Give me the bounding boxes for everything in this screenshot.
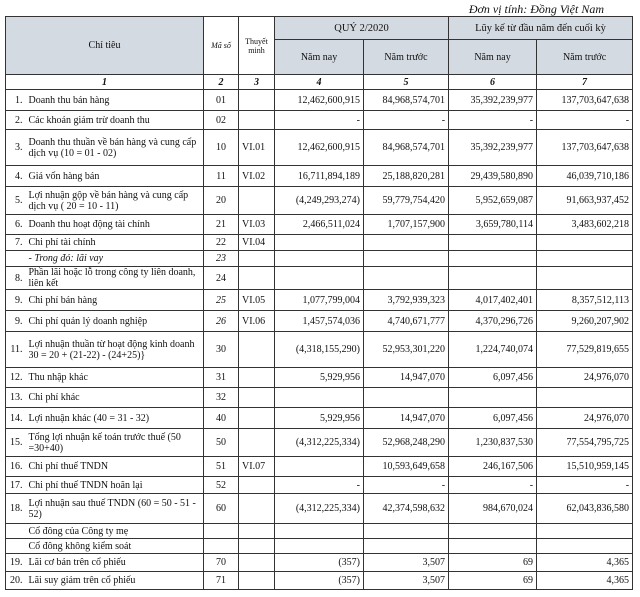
table-row <box>6 215 633 235</box>
table-row <box>6 554 633 572</box>
cumulative-current-value: 1,224,740,074 <box>449 332 537 368</box>
row-note <box>239 251 275 267</box>
row-code: 32 <box>204 388 239 408</box>
quarter-previous-value: 3,507 <box>364 554 449 572</box>
row-note <box>239 187 275 215</box>
row-number <box>6 539 26 554</box>
row-note: VI.06 <box>239 311 275 332</box>
quarter-current-value: 5,929,956 <box>275 408 364 429</box>
row-number: 7. <box>6 235 26 251</box>
row-label: Doanh thu hoạt động tài chính <box>26 215 204 235</box>
cumulative-current-value <box>449 235 537 251</box>
cumulative-current-value: 5,952,659,087 <box>449 187 537 215</box>
row-note <box>239 111 275 130</box>
row-note <box>239 554 275 572</box>
row-code: 20 <box>204 187 239 215</box>
cumulative-current-value: 984,670,024 <box>449 494 537 524</box>
row-code: 21 <box>204 215 239 235</box>
quarter-current-value: 1,077,799,004 <box>275 290 364 311</box>
cumulative-previous-value: 91,663,937,452 <box>537 187 633 215</box>
quarter-previous-value: - <box>364 111 449 130</box>
row-number: 17. <box>6 477 26 494</box>
quarter-previous-value: 4,740,671,777 <box>364 311 449 332</box>
row-number <box>6 524 26 539</box>
row-number: 2. <box>6 111 26 130</box>
quarter-previous-value: 59,779,754,420 <box>364 187 449 215</box>
row-number: 3. <box>6 130 26 166</box>
row-label: Tổng lợi nhuận kế toán trước thuế (50 =30+40) <box>26 429 204 457</box>
row-code: 11 <box>204 166 239 187</box>
cumulative-previous-value: 24,976,070 <box>537 408 633 429</box>
cumulative-current-value: 6,097,456 <box>449 408 537 429</box>
row-code: 26 <box>204 311 239 332</box>
row-label: Lãi suy giảm trên cổ phiếu <box>26 572 204 590</box>
row-label: Giá vốn hàng bán <box>26 166 204 187</box>
row-code: 31 <box>204 368 239 388</box>
cumulative-previous-value: 46,039,710,186 <box>537 166 633 187</box>
row-code: 71 <box>204 572 239 590</box>
row-note: VI.02 <box>239 166 275 187</box>
row-number: 4. <box>6 166 26 187</box>
cumulative-current-value <box>449 388 537 408</box>
quarter-previous-value: 1,707,157,900 <box>364 215 449 235</box>
cumulative-previous-value: 4,365 <box>537 554 633 572</box>
row-note: VI.04 <box>239 235 275 251</box>
row-number: 19. <box>6 554 26 572</box>
table-row <box>6 90 633 111</box>
cumulative-previous-value: 137,703,647,638 <box>537 130 633 166</box>
cumulative-previous-value: 77,554,795,725 <box>537 429 633 457</box>
cumulative-previous-value: 24,976,070 <box>537 368 633 388</box>
cumulative-previous-value <box>537 267 633 290</box>
row-label: Lãi cơ bản trên cổ phiếu <box>26 554 204 572</box>
row-label: Cổ đông của Công ty mẹ <box>26 524 204 539</box>
row-number: 14. <box>6 408 26 429</box>
table-row <box>6 477 633 494</box>
row-code: 60 <box>204 494 239 524</box>
table-row <box>6 368 633 388</box>
table-row <box>6 332 633 368</box>
row-code: 24 <box>204 267 239 290</box>
quarter-previous-value: 84,968,574,701 <box>364 130 449 166</box>
row-code: 22 <box>204 235 239 251</box>
quarter-current-value: - <box>275 111 364 130</box>
row-label: Các khoản giảm trừ doanh thu <box>26 111 204 130</box>
cumulative-previous-value: 62,043,836,580 <box>537 494 633 524</box>
table-row <box>6 311 633 332</box>
cumulative-previous-value: 3,483,602,218 <box>537 215 633 235</box>
index-cell: 4 <box>275 75 364 90</box>
quarter-previous-value <box>364 235 449 251</box>
quarter-previous-value: 10,593,649,658 <box>364 457 449 477</box>
table-row <box>6 539 633 554</box>
row-code: 01 <box>204 90 239 111</box>
header-thuyet-minh: Thuyết minh <box>239 17 275 75</box>
index-cell: 7 <box>537 75 633 90</box>
quarter-current-value <box>275 388 364 408</box>
cumulative-previous-value <box>537 251 633 267</box>
row-label: Chi phí bán hàng <box>26 290 204 311</box>
row-label: Doanh thu thuần về bán hàng và cung cấp dịch vụ (10 = 01 - 02) <box>26 130 204 166</box>
quarter-current-value: (357) <box>275 554 364 572</box>
row-label: Phần lãi hoặc lỗ trong công ty liên doanh, liên kết <box>26 267 204 290</box>
row-number: 18. <box>6 494 26 524</box>
row-label: Chi phí quản lý doanh nghiệp <box>26 311 204 332</box>
row-note <box>239 388 275 408</box>
quarter-previous-value: 3,507 <box>364 572 449 590</box>
row-number: 5. <box>6 187 26 215</box>
table-row <box>6 494 633 524</box>
table-row <box>6 235 633 251</box>
quarter-current-value: - <box>275 477 364 494</box>
table-row <box>6 408 633 429</box>
row-number: 20. <box>6 572 26 590</box>
cumulative-previous-value: - <box>537 477 633 494</box>
row-number: 15. <box>6 429 26 457</box>
header-quarter: QUÝ 2/2020 <box>275 17 449 40</box>
row-code: 25 <box>204 290 239 311</box>
cumulative-previous-value: 77,529,819,655 <box>537 332 633 368</box>
quarter-previous-value: 14,947,070 <box>364 408 449 429</box>
quarter-current-value: (4,318,155,290) <box>275 332 364 368</box>
header-cumulative: Lũy kế từ đầu năm đến cuối kỳ <box>449 17 633 40</box>
cumulative-previous-value: 8,357,512,113 <box>537 290 633 311</box>
row-code: 02 <box>204 111 239 130</box>
quarter-previous-value: 25,188,820,281 <box>364 166 449 187</box>
quarter-current-value: (4,249,293,274) <box>275 187 364 215</box>
row-number <box>6 251 26 267</box>
cumulative-current-value: 4,370,296,726 <box>449 311 537 332</box>
row-code: 70 <box>204 554 239 572</box>
header-ma-so: Mã số <box>204 17 239 75</box>
quarter-current-value <box>275 235 364 251</box>
row-label: Chi phí tài chính <box>26 235 204 251</box>
quarter-current-value: (4,312,225,334) <box>275 494 364 524</box>
header-quarter-current: Năm nay <box>275 40 364 75</box>
quarter-current-value: (4,312,225,334) <box>275 429 364 457</box>
income-statement-table <box>5 16 633 590</box>
row-number: 11. <box>6 332 26 368</box>
quarter-current-value <box>275 539 364 554</box>
row-label: Doanh thu bán hàng <box>26 90 204 111</box>
quarter-current-value <box>275 267 364 290</box>
table-row <box>6 130 633 166</box>
quarter-current-value <box>275 251 364 267</box>
index-cell: 3 <box>239 75 275 90</box>
quarter-current-value: (357) <box>275 572 364 590</box>
row-code: 50 <box>204 429 239 457</box>
row-note <box>239 368 275 388</box>
header-cumulative-previous: Năm trước <box>537 40 633 75</box>
row-number: 12. <box>6 368 26 388</box>
quarter-previous-value: 52,953,301,220 <box>364 332 449 368</box>
cumulative-previous-value: 4,365 <box>537 572 633 590</box>
quarter-previous-value <box>364 388 449 408</box>
cumulative-current-value: 69 <box>449 554 537 572</box>
row-code: 10 <box>204 130 239 166</box>
cumulative-current-value: 29,439,580,890 <box>449 166 537 187</box>
row-note <box>239 267 275 290</box>
row-note: VI.01 <box>239 130 275 166</box>
row-note <box>239 408 275 429</box>
cumulative-current-value: 69 <box>449 572 537 590</box>
row-label: Lợi nhuận gộp về bán hàng và cung cấp dịch vụ ( 20 = 10 - 11) <box>26 187 204 215</box>
table-row <box>6 388 633 408</box>
row-note: VI.07 <box>239 457 275 477</box>
quarter-previous-value <box>364 267 449 290</box>
cumulative-previous-value <box>537 388 633 408</box>
row-label: Thu nhập khác <box>26 368 204 388</box>
row-note <box>239 429 275 457</box>
row-number: 9. <box>6 290 26 311</box>
quarter-current-value: 16,711,894,189 <box>275 166 364 187</box>
index-cell: 6 <box>449 75 537 90</box>
row-label: Chi phí thuế TNDN <box>26 457 204 477</box>
index-cell: 5 <box>364 75 449 90</box>
cumulative-current-value: 246,167,506 <box>449 457 537 477</box>
quarter-previous-value <box>364 524 449 539</box>
table-row <box>6 267 633 290</box>
header-cumulative-current: Năm nay <box>449 40 537 75</box>
cumulative-previous-value: 137,703,647,638 <box>537 90 633 111</box>
table-row <box>6 251 633 267</box>
row-code: 51 <box>204 457 239 477</box>
row-number: 13. <box>6 388 26 408</box>
quarter-previous-value: - <box>364 477 449 494</box>
header-chi-tieu: Chỉ tiêu <box>6 17 204 75</box>
cumulative-previous-value: 9,260,207,902 <box>537 311 633 332</box>
row-code: 52 <box>204 477 239 494</box>
row-code: 23 <box>204 251 239 267</box>
quarter-previous-value: 3,792,939,323 <box>364 290 449 311</box>
index-cell: 1 <box>6 75 204 90</box>
table-row <box>6 111 633 130</box>
cumulative-previous-value: - <box>537 111 633 130</box>
table-row <box>6 429 633 457</box>
cumulative-previous-value <box>537 524 633 539</box>
row-note <box>239 572 275 590</box>
quarter-previous-value: 84,968,574,701 <box>364 90 449 111</box>
quarter-previous-value: 42,374,598,632 <box>364 494 449 524</box>
quarter-current-value <box>275 457 364 477</box>
cumulative-previous-value: 15,510,959,145 <box>537 457 633 477</box>
quarter-current-value: 2,466,511,024 <box>275 215 364 235</box>
cumulative-current-value: 4,017,402,401 <box>449 290 537 311</box>
row-number: 16. <box>6 457 26 477</box>
row-label: Chi phí thuế TNDN hoãn lại <box>26 477 204 494</box>
row-label: - Trong đó: lãi vay <box>26 251 204 267</box>
currency-unit-label: Đơn vị tính: Đồng Việt Nam <box>468 2 604 16</box>
row-number: 8. <box>6 267 26 290</box>
row-code: 40 <box>204 408 239 429</box>
row-note: VI.05 <box>239 290 275 311</box>
row-note <box>239 90 275 111</box>
row-note <box>239 524 275 539</box>
quarter-previous-value <box>364 539 449 554</box>
table-row <box>6 572 633 590</box>
cumulative-current-value: 35,392,239,977 <box>449 130 537 166</box>
table-row <box>6 457 633 477</box>
table-row <box>6 290 633 311</box>
quarter-current-value: 12,462,600,915 <box>275 130 364 166</box>
row-note <box>239 477 275 494</box>
row-note: VI.03 <box>239 215 275 235</box>
header-quarter-previous: Năm trước <box>364 40 449 75</box>
row-number: 9. <box>6 311 26 332</box>
quarter-current-value <box>275 524 364 539</box>
quarter-previous-value <box>364 251 449 267</box>
cumulative-current-value <box>449 267 537 290</box>
row-label: Lợi nhuận khác (40 = 31 - 32) <box>26 408 204 429</box>
row-number: 6. <box>6 215 26 235</box>
quarter-current-value: 12,462,600,915 <box>275 90 364 111</box>
row-note <box>239 494 275 524</box>
row-label: Chi phí khác <box>26 388 204 408</box>
row-number: 1. <box>6 90 26 111</box>
cumulative-current-value: - <box>449 477 537 494</box>
quarter-previous-value: 52,968,248,290 <box>364 429 449 457</box>
row-code <box>204 524 239 539</box>
row-note <box>239 332 275 368</box>
table-row <box>6 187 633 215</box>
cumulative-current-value: 3,659,780,114 <box>449 215 537 235</box>
row-label: Lợi nhuận sau thuế TNDN (60 = 50 - 51 - 52) <box>26 494 204 524</box>
row-note <box>239 539 275 554</box>
cumulative-current-value <box>449 524 537 539</box>
cumulative-current-value: 1,230,837,530 <box>449 429 537 457</box>
cumulative-current-value: 6,097,456 <box>449 368 537 388</box>
row-code <box>204 539 239 554</box>
table-row <box>6 166 633 187</box>
row-label: Lợi nhuận thuần từ hoạt động kinh doanh 30 = 20 + (21-22) - (24+25)} <box>26 332 204 368</box>
cumulative-current-value: 35,392,239,977 <box>449 90 537 111</box>
cumulative-current-value <box>449 251 537 267</box>
quarter-previous-value: 14,947,070 <box>364 368 449 388</box>
index-cell: 2 <box>204 75 239 90</box>
quarter-current-value: 1,457,574,036 <box>275 311 364 332</box>
quarter-current-value: 5,929,956 <box>275 368 364 388</box>
cumulative-previous-value <box>537 539 633 554</box>
row-code: 30 <box>204 332 239 368</box>
cumulative-current-value <box>449 539 537 554</box>
cumulative-previous-value <box>537 235 633 251</box>
table-row <box>6 524 633 539</box>
cumulative-current-value: - <box>449 111 537 130</box>
row-label: Cổ đông không kiểm soát <box>26 539 204 554</box>
